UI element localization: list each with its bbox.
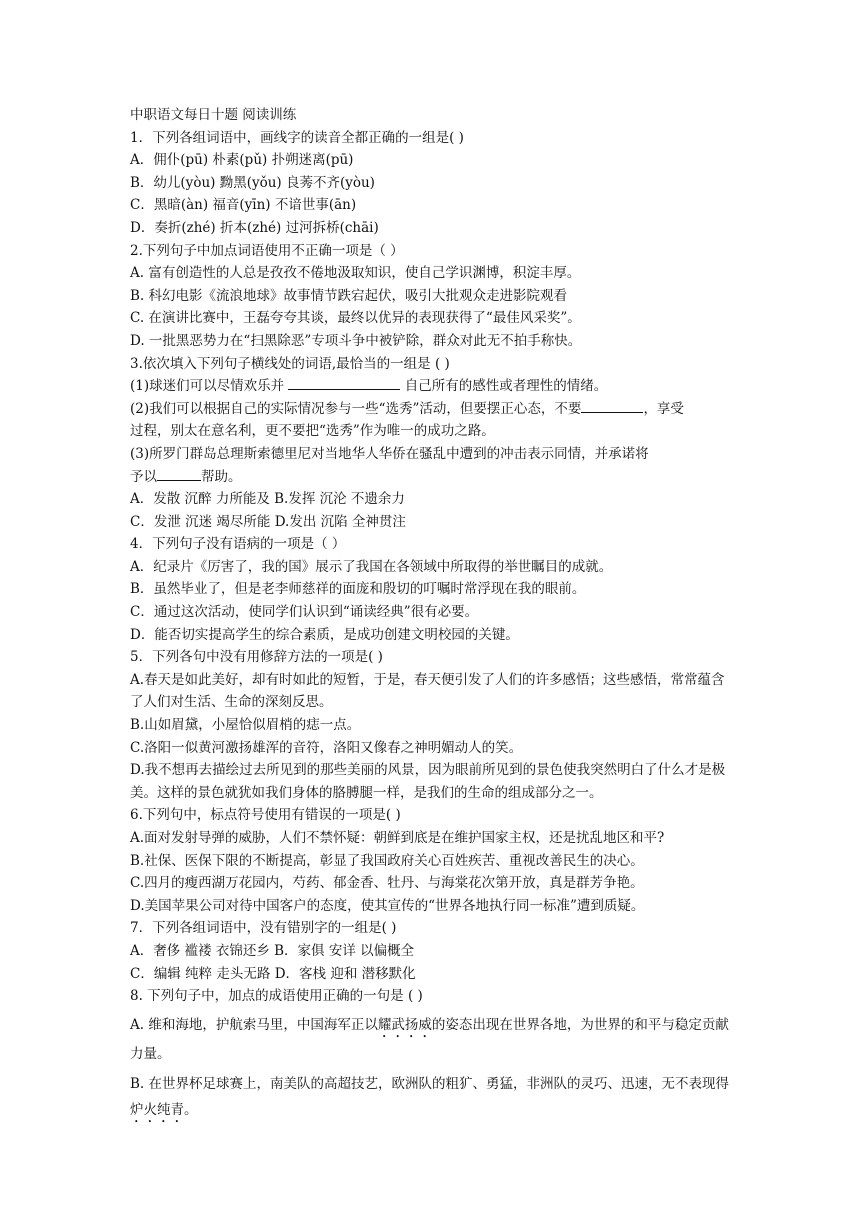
q2-stem: 2.下列句子中加点词语使用不正确一项是（ ） — [130, 242, 404, 259]
q3-sentence-3: (3)所罗门群岛总理斯索德里尼对当地华人华侨在骚乱中遭到的冲击表示同情，并承诺将 — [130, 445, 649, 462]
q4-option-c: C．通过这次活动，使同学们认识到“诵读经典”很有必要。 — [130, 604, 479, 621]
q8-option-b — [130, 1071, 734, 1126]
q5-stem: 5．下列各句中没有用修辞方法的一项是( ) — [130, 649, 383, 666]
q2-option-a: A. 富有创造性的人总是孜孜不倦地汲取知识，使自己学识渊博，积淀丰厚。 — [130, 265, 581, 282]
q6-option-c: C.四月的瘦西湖万花园内，芍药、郁金香、牡丹、与海棠花次第开放，真是群芳争艳。 — [130, 875, 644, 892]
q3-s1-text-a: (1)球迷们可以尽情欢乐并 — [130, 378, 285, 395]
q3-s2-text-a: (2)我们可以根据自己的实际情况参与一些“选秀”活动，但要摆正心态，不要 — [130, 400, 582, 417]
q1-option-a: A．佣仆(pū) 朴素(pǔ) 扑朔迷离(pū) — [130, 152, 354, 169]
q3-sentence-2-cont: 过程，别太在意名利，更不要把“选秀”作为唯一的成功之路。 — [130, 423, 495, 440]
q8-a-text-pre: A. 维和海地，护航索马里，中国海军正以 — [130, 1016, 378, 1033]
q8-b-dotted-idiom: 炉火纯青 — [130, 1101, 184, 1118]
q5-option-d: D.我不想再去描绘过去所见到的那些美丽的风景，因为眼前所见到的景色使我突然明白了什么才是极美。这样的景色就犹如我们身体的胳膊腿一样，是我们的生命的组成部分之一。 — [130, 762, 726, 801]
q2-option-c: C. 在演讲比赛中，王磊夸夸其谈，最终以优异的表现获得了“最佳风采奖”。 — [130, 310, 581, 327]
q7-options-ab: A．奢侈 褴褛 衣锦还乡 B．家俱 安详 以偏概全 — [130, 942, 415, 959]
q8-a-dotted-idiom: 耀武扬威 — [377, 1016, 432, 1033]
q4-option-d: D．能否切实提高学生的综合素质，是成功创建文明校园的关键。 — [130, 626, 519, 643]
q3-s3-text-c: 帮助。 — [201, 468, 242, 485]
q6-stem: 6.下列句中，标点符号使用有错误的一项是( ) — [130, 807, 401, 824]
q2-option-d: D. 一批黑恶势力在“扫黑除恶”专项斗争中被铲除，群众对此无不拍手称快。 — [130, 332, 582, 349]
q3-options-cd: C．发泄 沉迷 竭尽所能 D.发出 沉陷 全神贯注 — [130, 513, 406, 530]
q3-sentence-2 — [130, 398, 734, 421]
q4-option-b: B．虽然毕业了，但是老李师慈祥的面庞和殷切的叮嘱时常浮现在我的眼前。 — [130, 581, 586, 598]
q3-blank-3 — [157, 466, 201, 481]
q8-a-text-post: 的姿态出现在世界各地，为世界的和平与稳定贡献力量。 — [130, 1016, 729, 1062]
q1-stem: 1．下列各组词语中，画线字的读音全都正确的一组是( ) — [130, 129, 464, 146]
q3-stem: 3.依次填入下列句子横线处的词语,最恰当的一组是 ( ) — [130, 355, 450, 372]
q1-option-d: D．奏折(zhé) 折本(zhé) 过河拆桥(chāi) — [130, 219, 379, 236]
q3-blank-2 — [581, 398, 643, 413]
q6-option-b: B.社保、医保下限的不断提高，彰显了我国政府关心百姓疾苦、重视改善民生的决心。 — [130, 852, 644, 869]
q3-options-ab: A．发散 沉醉 力所能及 B.发挥 沉沦 不遗余力 — [130, 491, 405, 508]
q3-s3-text-b: 予以 — [130, 468, 157, 485]
document-page — [130, 104, 734, 1126]
q8-b-text-post: 。 — [184, 1101, 198, 1118]
q2-option-b: B. 科幻电影《流浪地球》故事情节跌宕起伏，吸引大批观众走进影院观看 — [130, 287, 568, 304]
q6-option-d: D.美国苹果公司对待中国客户的态度，使其宣传的“世界各地执行同一标准”遭到质疑。 — [130, 897, 645, 914]
q5-option-c: C.洛阳一似黄河激扬雄浑的音符，洛阳又像春之神明媚动人的笑。 — [130, 739, 523, 756]
q5-option-b: B.山如眉黛，小屋恰似眉梢的痣一点。 — [130, 717, 361, 734]
q3-blank-1 — [288, 375, 400, 390]
q1-option-c: C．黑暗(àn) 福音(yīn) 不谙世事(ān) — [130, 197, 357, 214]
q3-s2-text-b: ，享受 — [643, 400, 684, 417]
q3-sentence-3-cont — [130, 466, 734, 489]
q3-s1-text-b: 自己所有的感性或者理性的情绪。 — [404, 378, 608, 395]
q1-option-b: B．幼儿(yòu) 黝黑(yǒu) 良莠不齐(yòu) — [130, 174, 375, 191]
q8-option-a — [130, 1012, 734, 1067]
q8-b-text-pre: B. 在世界杯足球赛上，南美队的高超技艺，欧洲队的粗犷、勇猛，非洲队的灵巧、迅速，无不表现得 — [130, 1075, 730, 1092]
q7-options-cd: C．编辑 纯粹 走头无路 D．客栈 迎和 潜移默化 — [130, 965, 416, 982]
document-title: 中职语文每日十题 阅读训练 — [130, 107, 297, 123]
q4-option-a: A．纪录片《厉害了，我的国》展示了我国在各领域中所取得的举世瞩目的成就。 — [130, 558, 613, 575]
q7-stem: 7．下列各组词语中，没有错别字的一组是( ) — [130, 920, 397, 937]
q5-option-a: A.春天是如此美好，却有时如此的短暂，于是，春天便引发了人们的许多感悟；这些感悟，常常蕴含了人们对生活、生命的深刻反思。 — [130, 671, 725, 711]
q8-stem: 8. 下列句子中，加点的成语使用正确的一句是 ( ) — [130, 988, 423, 1005]
q4-stem: 4．下列句子没有语病的一项是（ ） — [130, 536, 346, 553]
q3-sentence-1 — [130, 375, 734, 398]
q6-option-a: A.面对发射导弹的威胁，人们不禁怀疑：朝鲜到底是在维护国家主权，还是扰乱地区和平? — [130, 830, 665, 846]
